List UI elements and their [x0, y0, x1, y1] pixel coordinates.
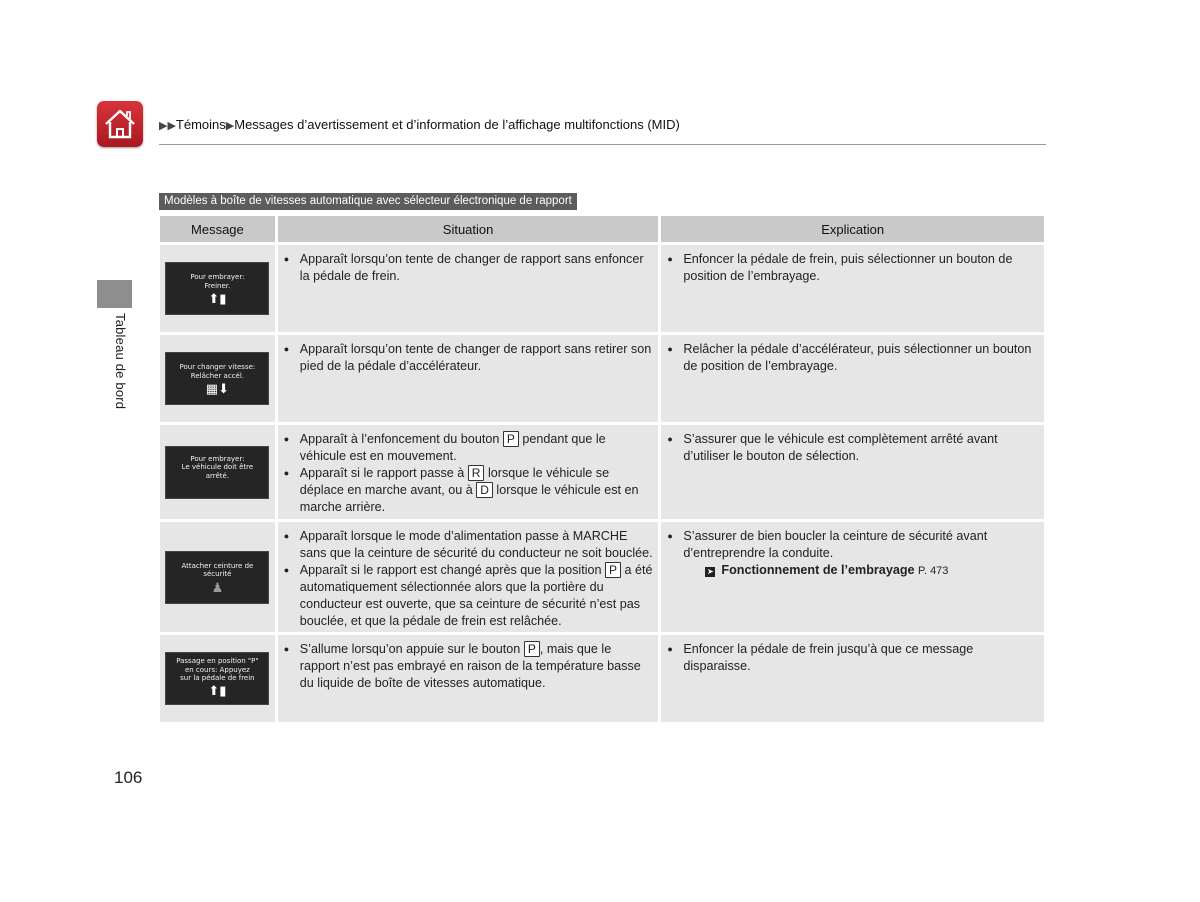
shift-lever-brake-icon: ⬆▮	[208, 292, 227, 307]
list-item: ● Apparaît si le rapport est changé après que la position P a été automatiquement sélectionnée alors que la portière du conducteur est ouverte, que sa ceinture de sécurité n’est pas bouclée, et que la pédale de frein est relâchée.	[300, 562, 655, 630]
home-button[interactable]	[97, 101, 143, 147]
breadcrumb-link-temoins[interactable]: Témoins	[175, 117, 226, 132]
mid-screen	[165, 446, 269, 499]
side-tab-marker	[97, 280, 132, 308]
situation-cell	[278, 245, 659, 332]
shift-lever-brake-icon: ⬆▮	[208, 683, 227, 699]
home-icon	[102, 107, 138, 141]
reference-title: Fonctionnement de l’embrayage	[721, 563, 915, 577]
list-item: ● Apparaît à l’enfoncement du bouton P pendant que le véhicule est en mouvement.	[300, 431, 655, 465]
screen-line: Freiner.	[204, 281, 231, 290]
cross-reference-link[interactable]	[705, 562, 1040, 580]
message-cell	[160, 245, 275, 332]
table-row	[160, 335, 1044, 422]
column-header-situation: Situation	[278, 216, 659, 242]
page-number: 106	[114, 768, 143, 787]
gear-key-r: R	[468, 465, 485, 481]
screen-line: Attacher ceinture de	[181, 561, 254, 570]
explication-cell	[661, 425, 1044, 519]
breadcrumb-current[interactable]: Messages d’avertissement et d’information de l’affichage multifonctions (MID)	[234, 117, 680, 132]
screen-line: Pour changer vitesse:	[179, 363, 256, 371]
explication-cell	[661, 335, 1044, 422]
screen-line: Pour embrayer:	[190, 454, 245, 463]
screen-line: Relâcher accél.	[190, 371, 245, 380]
screen-line: sur la pédale de frein	[180, 674, 255, 682]
seatbelt-icon: ♟	[211, 580, 224, 596]
mid-screen	[165, 652, 269, 705]
situation-cell	[278, 425, 659, 519]
explication-cell	[661, 635, 1044, 722]
message-cell	[160, 425, 275, 519]
screen-line: sécurité	[203, 570, 232, 578]
breadcrumb-arrow-icon: ▶▶	[159, 120, 176, 132]
list-item: ● S’assurer de bien boucler la ceinture de sécurité avant d’entreprendre la conduite.	[683, 528, 1040, 562]
screen-line: Passage en position "P"	[176, 657, 259, 665]
accelerator-icon: ▦⬇	[205, 382, 229, 397]
breadcrumb	[159, 117, 680, 132]
breadcrumb-arrow-icon: ▶	[225, 120, 235, 132]
screen-line: Le véhicule doit être	[181, 463, 254, 471]
message-cell	[160, 335, 275, 422]
list-item: ● S’assurer que le véhicule est complètement arrêté avant d’utiliser le bouton de sélection.	[683, 431, 1040, 465]
gear-key-p: P	[524, 641, 540, 657]
list-item: ● Apparaît si le rapport passe à R lorsque le véhicule se déplace en marche avant, ou à D lorsque le véhicule est en marche arrière.	[300, 465, 655, 516]
list-item: ● Apparaît lorsque le mode d’alimentation passe à MARCHE sans que la ceinture de sécurité du conducteur ne soit bouclée.	[300, 528, 655, 562]
list-item: ● S’allume lorsqu’on appuie sur le bouton P , mais que le rapport n’est pas embrayé en raison de la température basse du liquide de boîte de vitesses automatique.	[300, 641, 655, 692]
screen-line: Pour embrayer:	[190, 273, 245, 281]
list-item: ● Enfoncer la pédale de frein, puis sélectionner un bouton de position de l’embrayage.	[683, 251, 1040, 285]
model-tag: Modèles à boîte de vitesses automatique avec sélecteur électronique de rapport	[159, 193, 577, 210]
explication-cell	[661, 245, 1044, 332]
explication-cell	[661, 522, 1044, 632]
gear-key-d: D	[476, 482, 493, 498]
message-table	[157, 213, 1047, 725]
screen-line: arrêté.	[205, 471, 230, 480]
list-item: ● Apparaît lorsqu’on tente de changer de rapport sans retirer son pied de la pédale d’accélérateur.	[300, 341, 655, 375]
mid-screen	[165, 551, 269, 604]
section-label: Tableau de bord	[113, 313, 128, 410]
reference-arrow-icon: ➤	[707, 567, 714, 576]
table-row	[160, 245, 1044, 332]
gear-key-p: P	[605, 562, 621, 578]
list-item: ● Apparaît lorsqu’on tente de changer de rapport sans enfoncer la pédale de frein.	[300, 251, 655, 285]
screen-line: en cours: Appuyez	[184, 665, 250, 674]
table-row	[160, 635, 1044, 722]
situation-cell	[278, 335, 659, 422]
reference-page: P. 473	[918, 565, 949, 577]
mid-screen	[165, 262, 269, 315]
mid-screen	[165, 352, 269, 405]
column-header-message: Message	[160, 216, 275, 242]
table-row	[160, 425, 1044, 519]
table-header-row	[160, 216, 1044, 242]
message-cell	[160, 635, 275, 722]
list-item: ● Relâcher la pédale d’accélérateur, puis sélectionner un bouton de position de l’embrayage.	[683, 341, 1040, 375]
header-divider	[159, 144, 1046, 145]
situation-cell	[278, 522, 659, 632]
column-header-explication: Explication	[661, 216, 1044, 242]
situation-cell	[278, 635, 659, 722]
list-item: ● Enfoncer la pédale de frein jusqu’à que ce message disparaisse.	[683, 641, 1040, 675]
gear-key-p: P	[503, 431, 519, 447]
message-cell	[160, 522, 275, 632]
table-row	[160, 522, 1044, 632]
